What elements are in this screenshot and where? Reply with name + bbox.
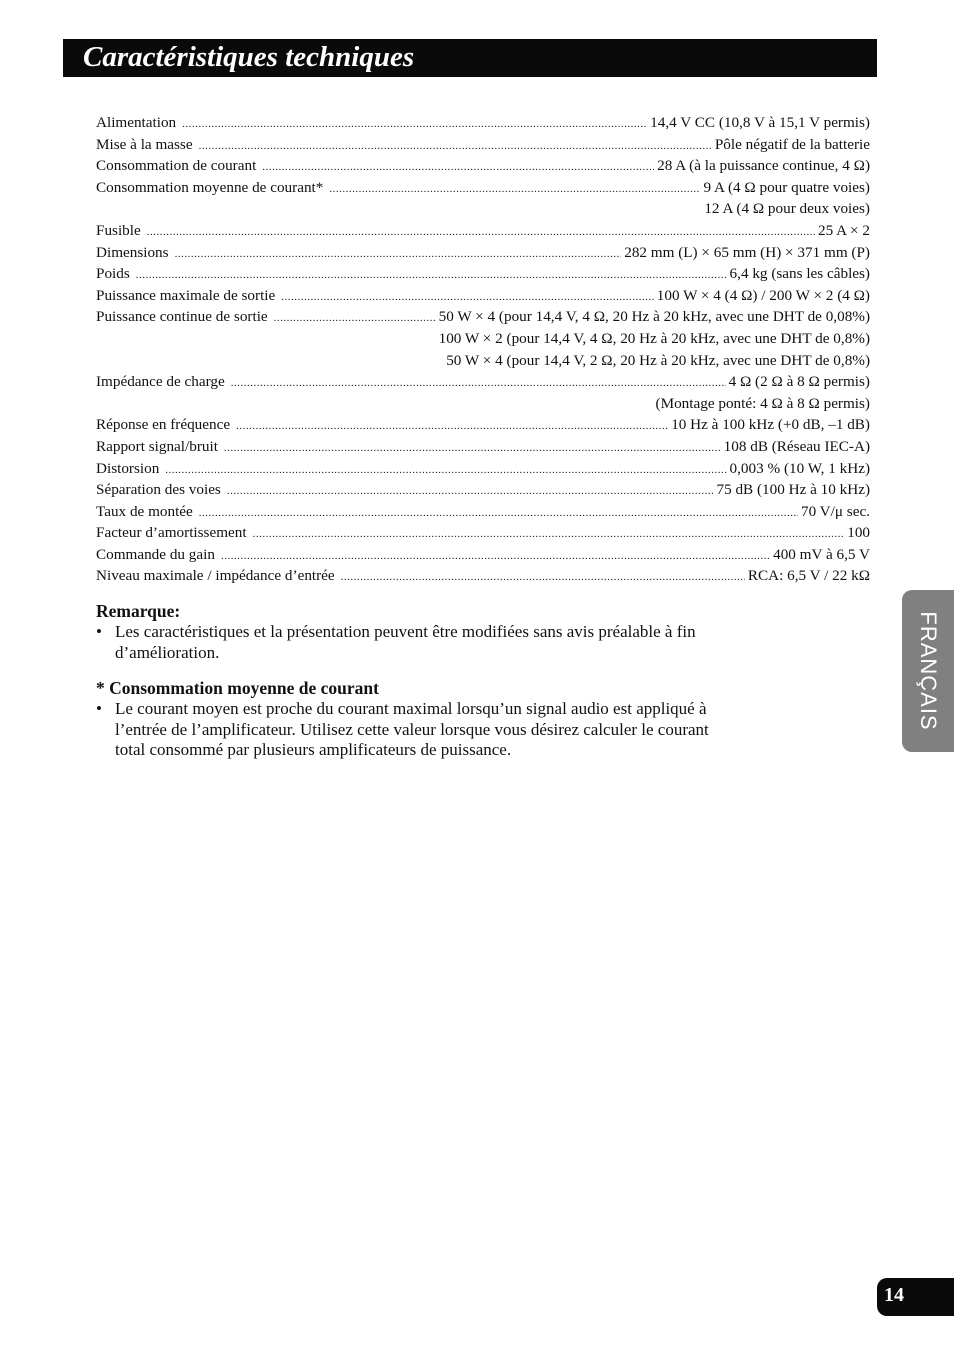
spec-value: 282 mm (L) × 65 mm (H) × 371 mm (P) (624, 243, 870, 261)
spec-value: 70 V/μ sec. (800, 502, 870, 520)
spec-label: Mise à la masse (96, 135, 193, 153)
leader-dots (165, 460, 726, 482)
list-item (96, 699, 736, 761)
page-number-tab (877, 1278, 954, 1316)
spec-label: Réponse en fréquence (96, 416, 231, 434)
spec-list (96, 112, 870, 587)
spec-row (96, 220, 870, 242)
leader-dots (227, 481, 714, 503)
spec-value: 28 A (à la puissance continue, 4 Ω) (657, 157, 870, 175)
language-tab (902, 590, 954, 752)
leader-dots (253, 524, 845, 546)
spec-label: Rapport signal/bruit (96, 437, 218, 455)
spec-value: RCA: 6,5 V / 22 kΩ (747, 567, 870, 585)
consumption-heading: * Consommation moyenne de courant (96, 678, 379, 698)
leader-dots (224, 438, 721, 460)
leader-dots (341, 567, 745, 589)
spec-continuation (96, 328, 870, 350)
spec-value: 6,4 kg (sans les câbles) (729, 265, 870, 283)
spec-label: Impédance de charge (96, 373, 225, 391)
leader-dots (199, 136, 712, 158)
spec-label: Consommation moyenne de courant* (96, 178, 324, 196)
spec-value: 12 A (4 Ω pour deux voies) (704, 200, 870, 218)
leader-dots (147, 222, 815, 244)
spec-row (96, 501, 870, 523)
spec-value: 100 W × 4 (4 Ω) / 200 W × 2 (4 Ω) (656, 286, 870, 304)
spec-value: (Montage ponté: 4 Ω à 8 Ω permis) (655, 394, 870, 412)
spec-row (96, 134, 870, 156)
leader-dots (231, 373, 726, 395)
spec-row (96, 458, 870, 480)
spec-row (96, 436, 870, 458)
spec-label: Puissance continue de sortie (96, 308, 268, 326)
spec-label: Consommation de courant (96, 157, 257, 175)
bullet: • (96, 622, 102, 641)
leader-dots (221, 546, 770, 568)
page-number: 14 (884, 1284, 904, 1306)
bullet: • (96, 699, 102, 718)
spec-label: Facteur d’amortissement (96, 524, 247, 542)
spec-label: Dimensions (96, 243, 169, 261)
spec-label: Puissance maximale de sortie (96, 286, 276, 304)
spec-continuation (96, 198, 870, 220)
spec-label: Commande du gain (96, 545, 215, 563)
list-item (96, 622, 736, 663)
spec-row (96, 112, 870, 134)
leader-dots (199, 503, 798, 525)
spec-continuation (96, 393, 870, 415)
leader-dots (182, 114, 647, 136)
spec-row (96, 285, 870, 307)
spec-value: 100 (847, 524, 870, 542)
spec-label: Fusible (96, 221, 141, 239)
spec-value: 25 A × 2 (817, 221, 870, 239)
leader-dots (236, 416, 668, 438)
leader-dots (136, 265, 727, 287)
title-bar (63, 39, 877, 77)
spec-value: 10 Hz à 100 kHz (+0 dB, –1 dB) (671, 416, 870, 434)
page-title: Caractéristiques techniques (83, 41, 415, 73)
spec-label: Poids (96, 265, 130, 283)
spec-row (96, 242, 870, 264)
spec-label: Taux de montée (96, 502, 193, 520)
spec-continuation (96, 350, 870, 372)
spec-value: 9 A (4 Ω pour quatre voies) (703, 178, 870, 196)
remark-text: Les caractéristiques et la présentation peuvent être modifiées sans avis préalable à fin d’amélioration. (115, 622, 696, 662)
spec-label: Alimentation (96, 114, 177, 131)
spec-row (96, 155, 870, 177)
spec-value: 4 Ω (2 Ω à 8 Ω permis) (728, 373, 870, 391)
leader-dots (262, 157, 654, 179)
spec-label: Séparation des voies (96, 481, 221, 499)
spec-row (96, 522, 870, 544)
spec-value: 108 dB (Réseau IEC-A) (723, 437, 870, 455)
spec-value: 75 dB (100 Hz à 10 kHz) (716, 481, 870, 499)
spec-row (96, 479, 870, 501)
spec-row (96, 177, 870, 199)
spec-value: 0,003 % (10 W, 1 kHz) (729, 459, 870, 477)
spec-value: 50 W × 4 (pour 14,4 V, 2 Ω, 20 Hz à 20 kHz, avec une DHT de 0,8%) (446, 351, 870, 369)
spec-row (96, 565, 870, 587)
spec-row (96, 414, 870, 436)
spec-row (96, 263, 870, 285)
leader-dots (175, 244, 622, 266)
language-label: FRANÇAIS (916, 611, 941, 731)
spec-row (96, 371, 870, 393)
spec-label: Distorsion (96, 459, 160, 477)
consumption-text: Le courant moyen est proche du courant maximal lorsqu’un signal audio est appliqué à l’entrée de l’amplificateur. Utilisez cette valeur lorsque vous désirez calculer le courant total consommé par plusieurs amplificateurs de puissance. (115, 699, 709, 759)
notes-section (96, 600, 736, 761)
spec-value: 100 W × 2 (pour 14,4 V, 4 Ω, 20 Hz à 20 kHz, avec une DHT de 0,8%) (438, 329, 870, 347)
remark-heading: Remarque: (96, 601, 181, 621)
spec-value: Pôle négatif de la batterie (714, 135, 870, 153)
leader-dots (274, 308, 436, 330)
spec-label: Niveau maximale / impédance d’entrée (96, 567, 335, 585)
spec-row (96, 544, 870, 566)
spec-row (96, 306, 870, 328)
spec-value: 14,4 V CC (10,8 V à 15,1 V permis) (650, 114, 870, 131)
leader-dots (281, 287, 654, 309)
spec-value: 400 mV à 6,5 V (773, 545, 870, 563)
spec-value: 50 W × 4 (pour 14,4 V, 4 Ω, 20 Hz à 20 kHz, avec une DHT de 0,08%) (438, 308, 870, 326)
leader-dots (329, 179, 700, 201)
